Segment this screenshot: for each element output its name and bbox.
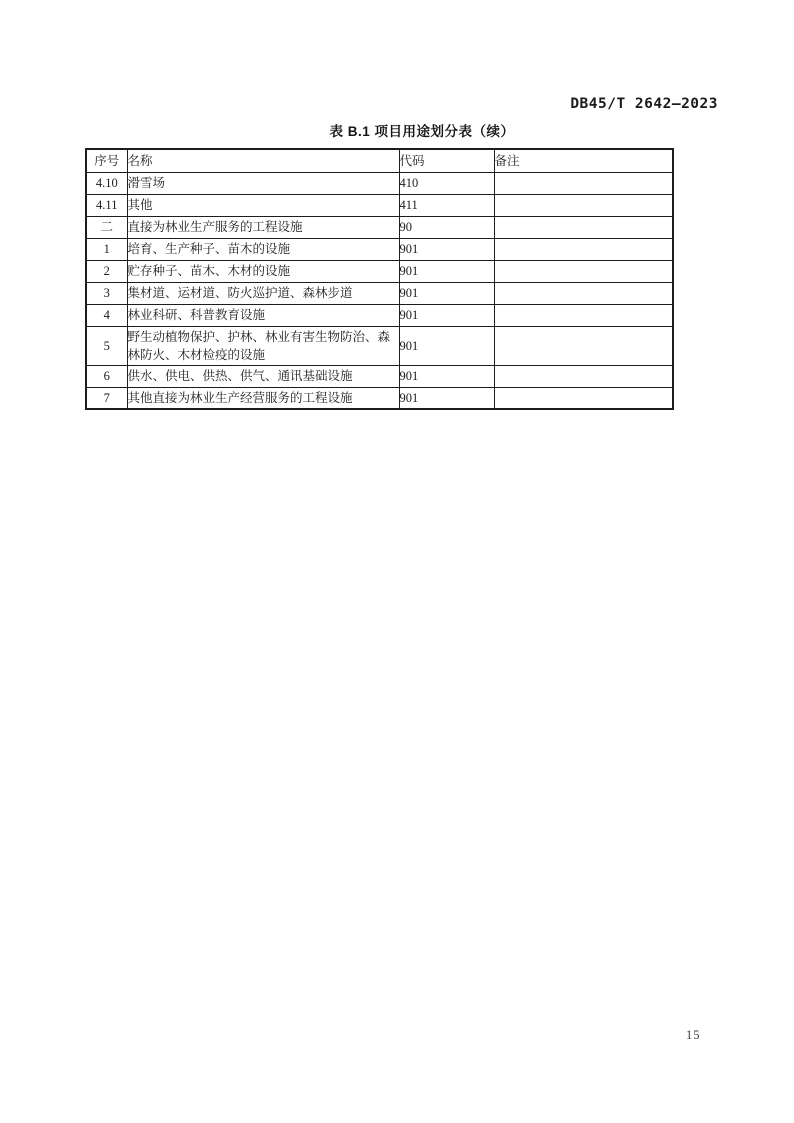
cell-remark (494, 172, 673, 194)
cell-serial-number: 2 (86, 260, 127, 282)
page-number: 15 (686, 1028, 701, 1042)
cell-name: 滑雪场 (127, 172, 399, 194)
table-row (86, 238, 673, 260)
table-row (86, 326, 673, 365)
cell-code: 901 (399, 238, 494, 260)
cell-serial-number: 7 (86, 387, 127, 409)
cell-serial-number: 3 (86, 282, 127, 304)
cell-code: 410 (399, 172, 494, 194)
table-header-row (86, 149, 673, 172)
cell-serial-number: 6 (86, 365, 127, 387)
cell-code: 901 (399, 260, 494, 282)
cell-remark (494, 365, 673, 387)
table-row (86, 387, 673, 409)
cell-remark (494, 282, 673, 304)
cell-name: 培育、生产种子、苗木的设施 (127, 238, 399, 260)
classification-table (85, 148, 674, 410)
cell-code: 90 (399, 216, 494, 238)
column-header-code: 代码 (399, 149, 494, 172)
column-header-name: 名称 (127, 149, 399, 172)
cell-remark (494, 326, 673, 365)
cell-code: 901 (399, 282, 494, 304)
table-title: 表 B.1 项目用途划分表（续） (329, 124, 515, 139)
table-row (86, 282, 673, 304)
column-header-remark: 备注 (494, 149, 673, 172)
cell-serial-number: 4.10 (86, 172, 127, 194)
cell-code: 901 (399, 326, 494, 365)
cell-remark (494, 216, 673, 238)
cell-remark (494, 387, 673, 409)
cell-code: 901 (399, 365, 494, 387)
cell-remark (494, 260, 673, 282)
cell-name: 贮存种子、苗木、木材的设施 (127, 260, 399, 282)
cell-name: 直接为林业生产服务的工程设施 (127, 216, 399, 238)
standard-number: DB45/T 2642—2023 (570, 96, 718, 112)
cell-remark (494, 304, 673, 326)
cell-remark (494, 238, 673, 260)
cell-code: 411 (399, 194, 494, 216)
cell-serial-number: 1 (86, 238, 127, 260)
table-row (86, 172, 673, 194)
cell-name: 集材道、运材道、防火巡护道、森林步道 (127, 282, 399, 304)
cell-serial-number: 二 (86, 216, 127, 238)
table-body (86, 172, 673, 409)
table-row (86, 216, 673, 238)
cell-name: 野生动植物保护、护林、林业有害生物防治、森林防火、木材检疫的设施 (127, 326, 399, 365)
cell-serial-number: 4 (86, 304, 127, 326)
cell-serial-number: 4.11 (86, 194, 127, 216)
cell-name: 其他直接为林业生产经营服务的工程设施 (127, 387, 399, 409)
cell-name: 林业科研、科普教育设施 (127, 304, 399, 326)
cell-code: 901 (399, 387, 494, 409)
column-header-no: 序号 (86, 149, 127, 172)
cell-name: 其他 (127, 194, 399, 216)
table-row (86, 260, 673, 282)
table-row (86, 304, 673, 326)
cell-remark (494, 194, 673, 216)
cell-name: 供水、供电、供热、供气、通讯基础设施 (127, 365, 399, 387)
cell-serial-number: 5 (86, 326, 127, 365)
table-row (86, 194, 673, 216)
cell-code: 901 (399, 304, 494, 326)
table-row (86, 365, 673, 387)
